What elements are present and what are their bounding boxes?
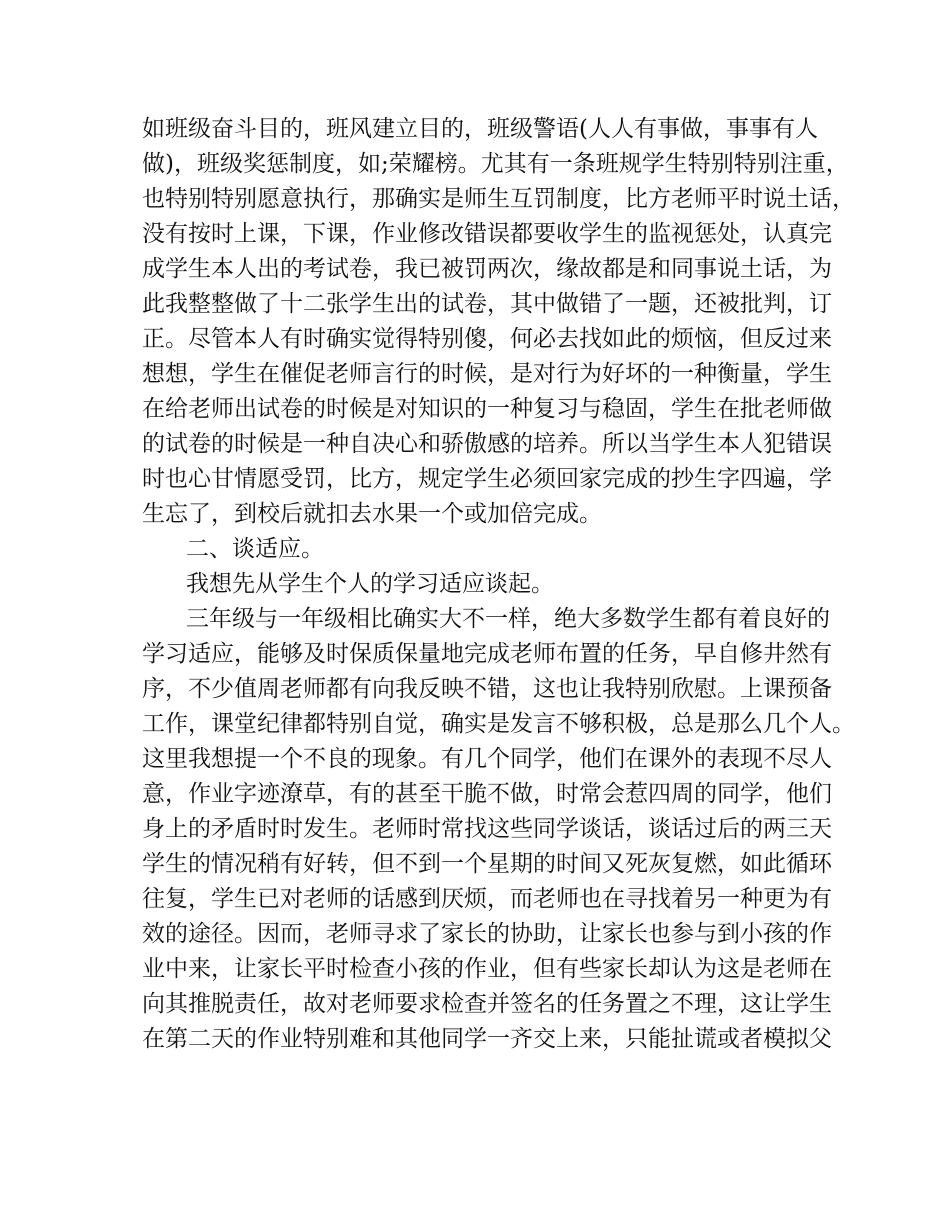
- text-line: 向其推脱责任，故对老师要求检查并签名的任务置之不理，这让学生: [142, 991, 832, 1017]
- text-line: 时也心甘情愿受罚，比方，规定学生必须回家完成的抄生字四遍，学: [142, 466, 832, 492]
- text-line: 正。尽管本人有时确实觉得特别傻，何必去找如此的烦恼，但反过来: [142, 326, 832, 352]
- text-line: 学习适应，能够及时保质保量地完成老师布置的任务，早自修井然有: [142, 641, 832, 667]
- text-line: 三年级与一年级相比确实大不一样，绝大多数学生都有着良好的: [186, 606, 830, 632]
- text-line: 成学生本人出的考试卷，我已被罚两次，缘故都是和同事说土话，为: [142, 256, 832, 282]
- text-line: 如班级奋斗目的，班风建立目的，班级警语(人人有事做，事事有人: [142, 116, 818, 142]
- text-line: 的试卷的时候是一种自决心和骄傲感的培养。所以当学生本人犯错误: [142, 431, 832, 457]
- text-line: 工作，课堂纪律都特别自觉，确实是发言不够积极，总是那么几个人。: [142, 711, 855, 737]
- text-line: 业中来，让家长平时检查小孩的作业，但有些家长却认为这是老师在: [142, 956, 832, 982]
- text-line: 效的途径。因而，老师寻求了家长的协助，让家长也参与到小孩的作: [142, 921, 832, 947]
- text-line: 做)，班级奖惩制度，如;荣耀榜。尤其有一条班规学生特别特别注重，: [142, 151, 849, 177]
- text-line: 在给老师出试卷的时候是对知识的一种复习与稳固，学生在批老师做: [142, 396, 832, 422]
- body-text: [142, 112, 855, 1057]
- text-line: 也特别特别愿意执行，那确实是师生互罚制度，比方老师平时说土话，: [142, 186, 855, 212]
- text-line: 这里我想提一个不良的现象。有几个同学，他们在课外的表现不尽人: [142, 746, 832, 772]
- text-line: 我想先从学生个人的学习适应谈起。: [186, 571, 554, 597]
- text-line: 此我整整做了十二张学生出的试卷，其中做错了一题，还被批判，订: [142, 291, 832, 317]
- text-line: 意，作业字迹潦草，有的甚至干脆不做，时常会惹四周的同学，他们: [142, 781, 832, 807]
- text-line: 在第二天的作业特别难和其他同学一齐交上来，只能扯谎或者模拟父: [142, 1026, 832, 1052]
- text-line: 身上的矛盾时时发生。老师时常找这些同学谈话，谈话过后的两三天: [142, 816, 832, 842]
- text-line: 想想，学生在催促老师言行的时候，是对行为好坏的一种衡量，学生: [142, 361, 832, 387]
- text-line: 学生的情况稍有好转，但不到一个星期的时间又死灰复燃，如此循环: [142, 851, 832, 877]
- text-line: 没有按时上课，下课，作业修改错误都要收学生的监视惩处，认真完: [142, 221, 832, 247]
- text-line: 往复，学生已对老师的话感到厌烦，而老师也在寻找着另一种更为有: [142, 886, 832, 912]
- text-line: 序，不少值周老师都有向我反映不错，这也让我特别欣慰。上课预备: [142, 676, 832, 702]
- text-line: 生忘了，到校后就扣去水果一个或加倍完成。: [142, 501, 602, 527]
- section-heading: 二、谈适应。: [186, 536, 324, 562]
